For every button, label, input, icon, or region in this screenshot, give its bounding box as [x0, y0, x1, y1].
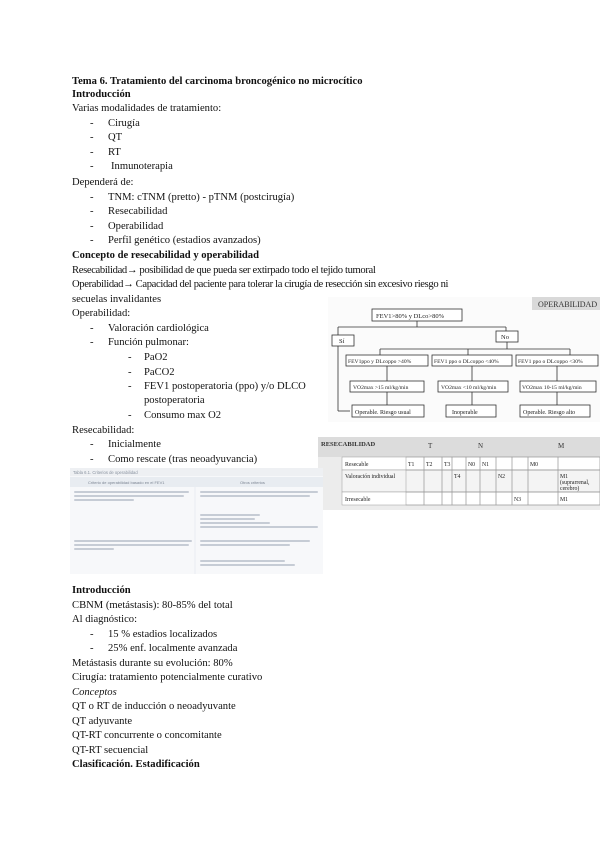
list-bullet: -: [90, 147, 94, 158]
list-bullet: -: [128, 367, 132, 378]
resec-cell: T1: [408, 462, 415, 468]
list-item: Operabilidad: [108, 221, 164, 232]
list-bullet: -: [128, 352, 132, 363]
list-item: Inmunoterapia: [111, 161, 173, 172]
list-bullet: -: [128, 410, 132, 421]
concept-item: QT-RT secuencial: [72, 745, 149, 756]
modalities-label: Varias modalidades de tratamiento:: [72, 103, 222, 114]
sublist-item: Consumo max O2: [144, 410, 222, 421]
diagnosis-label: Al diagnóstico:: [72, 614, 138, 625]
resec-row1-label: Resecable: [345, 462, 369, 468]
list-bullet: -: [90, 206, 94, 217]
list-bullet: -: [90, 629, 94, 640]
resec-cell: N0: [468, 462, 476, 468]
flowchart-no: No: [501, 334, 509, 341]
concepts-heading: Conceptos: [72, 687, 117, 698]
resecability-label: Resecabilidad:: [72, 425, 135, 436]
list-item: TNM: cTNM (pretto) - pTNM (postcirugía): [108, 192, 295, 203]
list-item: RT: [108, 147, 121, 158]
list-bullet: -: [90, 192, 94, 203]
section-classification: Clasificación. Estadificación: [72, 759, 200, 770]
operability-label: Operabilidad:: [72, 308, 131, 319]
criteria-table: [70, 468, 323, 574]
resec-cell: M1: [560, 497, 569, 503]
list-bullet: -: [128, 381, 132, 392]
list-bullet: -: [90, 118, 94, 129]
sublist-item: PaCO2: [144, 367, 175, 378]
flowchart-out3: Operable. Riesgo alto: [523, 410, 576, 416]
list-item: 25% enf. localmente avanzada: [108, 643, 238, 654]
resec-col-t: T: [428, 442, 433, 450]
list-item: Perfil genético (estadios avanzados): [108, 235, 261, 246]
concept-item: QT-RT concurrente o concomitante: [72, 730, 222, 741]
flowchart-vo3: VO2max 10-15 ml/kg/min: [522, 385, 582, 391]
list-item: Como rescate (tras neoadyuvancia): [108, 454, 258, 465]
list-bullet: -: [90, 132, 94, 143]
resec-cell: T2: [426, 462, 433, 468]
operability-definition-cont: secuelas invalidantes: [72, 294, 162, 305]
resec-cell: M0: [530, 462, 539, 468]
list-bullet: -: [90, 221, 94, 232]
resec-cell: T3: [444, 462, 451, 468]
section-intro: Introducción: [72, 89, 131, 100]
resecability-definition: Resecabilidad→ posibilidad de que pueda ser extirpado todo el tejido tumoral: [72, 265, 376, 276]
sublist-item: FEV1 postoperatoria (ppo) y/o DLCO: [144, 381, 306, 392]
flowchart-out1: Operable. Riesgo usual: [355, 410, 411, 416]
resec-table-title: RESECABILIDAD: [321, 441, 376, 448]
operability-definition: Operabilidad→ Capacidad del paciente para tolerar la cirugía de resección sin excesivo riesgo ni: [72, 279, 449, 290]
flowchart-vo1: VO2max >15 ml/kg/min: [353, 385, 409, 391]
list-item: Resecabilidad: [108, 206, 168, 217]
resec-cell: N1: [482, 462, 490, 468]
resec-row3-label: Irresecable: [345, 497, 371, 503]
section-concept: Concepto de resecabilidad y operabilidad: [72, 250, 259, 261]
list-item: Cirugía: [108, 118, 140, 129]
flowchart-vo2: VO2max <10 ml/kg/min: [441, 385, 497, 391]
concept-item: QT adyuvante: [72, 716, 133, 727]
resec-cell: M1 (suprarrenal, cerebro): [560, 474, 590, 492]
document-heading: Tema 6. Tratamiento del carcinoma broncogénico no microcítico: [72, 76, 363, 87]
depends-label: Dependerá de:: [72, 177, 134, 188]
list-bullet: -: [90, 337, 94, 348]
sublist-item: PaO2: [144, 352, 168, 363]
list-bullet: -: [90, 643, 94, 654]
metastasis-text: Metástasis durante su evolución: 80%: [72, 658, 233, 669]
list-bullet: -: [90, 454, 94, 465]
flowchart-title: OPERABILIDAD: [538, 300, 598, 309]
list-bullet: -: [90, 235, 94, 246]
list-bullet: -: [90, 323, 94, 334]
resec-cell: T4: [454, 474, 461, 480]
cbnm-text: CBNM (metástasis): 80-85% del total: [72, 600, 233, 611]
resecability-table: [318, 437, 600, 510]
section-intro-2: Introducción: [72, 585, 131, 596]
list-item: Valoración cardiológica: [108, 323, 209, 334]
resec-col-m: M: [558, 442, 565, 450]
resec-cell: N3: [514, 497, 522, 503]
sublist-item-cont: postoperatoria: [144, 395, 205, 406]
list-item: 15 % estadios localizados: [108, 629, 218, 640]
operability-flowchart: [328, 297, 600, 422]
flowchart-top: FEV1>80% y DLco>80%: [376, 313, 444, 320]
resec-col-n: N: [478, 442, 484, 450]
flowchart-out2: Inoperable: [452, 410, 478, 416]
flowchart-yes: Sí: [339, 338, 345, 345]
list-item: QT: [108, 132, 123, 143]
list-item: Función pulmonar:: [108, 337, 189, 348]
criteria-title: Tabla 6.1. Criterios de operabilidad: [73, 470, 138, 475]
flowchart-branch3: FEV1 ppo o DLcoppo <30%: [518, 359, 583, 365]
flowchart-branch1: FEV1ppo y DLcoppo >40%: [348, 359, 412, 365]
surgery-text: Cirugía: tratamiento potencialmente curativo: [72, 672, 263, 683]
criteria-head-left: Criterio de operabilidad basado en el FEV1: [88, 480, 165, 485]
list-bullet: -: [90, 439, 94, 450]
criteria-head-right: Otros criterios: [240, 480, 265, 485]
flowchart-branch2: FEV1 ppo o DLcoppo <40%: [434, 359, 499, 365]
list-bullet: -: [90, 161, 94, 172]
resec-row2-label: Valoración individual: [345, 474, 396, 480]
list-item: Inicialmente: [108, 439, 161, 450]
resec-cell: N2: [498, 474, 506, 480]
concept-item: QT o RT de inducción o neoadyuvante: [72, 701, 236, 712]
